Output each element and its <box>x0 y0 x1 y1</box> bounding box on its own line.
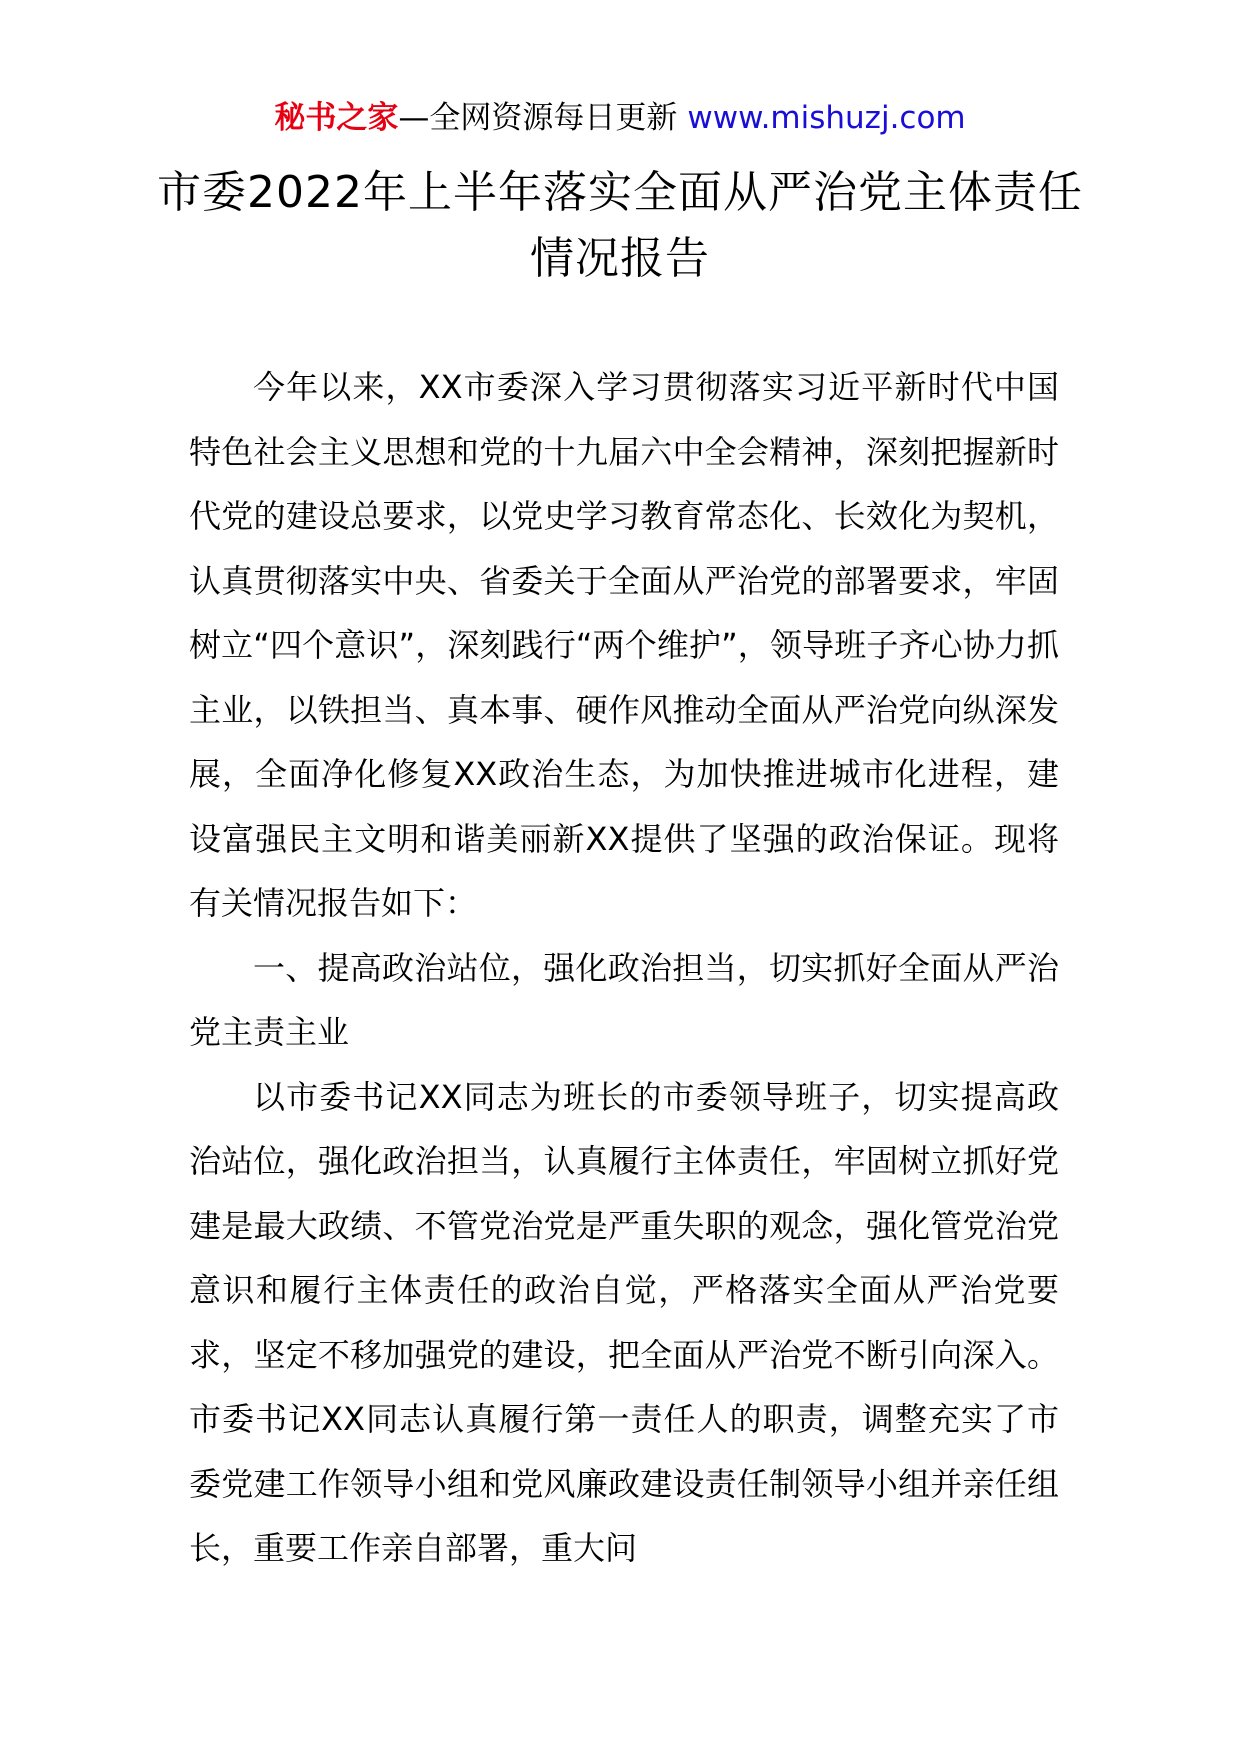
watermark-brand: 秘书之家 <box>274 100 399 136</box>
paragraph-section-1: 以市委书记XX同志为班长的市委领导班子，切实提高政治站位，强化政治担当，认真履行主体责任，牢固树立抓好党建是最大政绩、不管党治党是严重失职的观念，强化管党治党意识和履行主体责任的政治自觉，严格落实全面从严治党要求，坚定不移加强党的建设，把全面从严治党不断引向深入。市委书记XX同志认真履行第一责任人的职责，调整充实了市委党建工作领导小组和党风廉政建设责任制领导小组并亲任组长，重要工作亲自部署，重大问 <box>189 1077 1059 1567</box>
document-body <box>189 355 1059 1581</box>
watermark-header <box>0 98 1240 138</box>
section-heading-1: 一、提高政治站位，强化政治担当，切实抓好全面从严治党主责主业 <box>189 948 1059 1051</box>
watermark-url[interactable]: www.mishuzj.com <box>687 100 966 136</box>
watermark-slogan: —全网资源每日更新 <box>398 100 678 136</box>
document-title: 市委2022年上半年落实全面从严治党主体责任情况报告 <box>157 167 1083 284</box>
paragraph-intro: 今年以来，XX市委深入学习贯彻落实习近平新时代中国特色社会主义思想和党的十九届六中全会精神，深刻把握新时代党的建设总要求，以党史学习教育常态化、长效化为契机，认真贯彻落实中央、省委关于全面从严治党的部署要求，牢固树立“四个意识”，深刻践行“两个维护”，领导班子齐心协力抓主业，以铁担当、真本事、硬作风推动全面从严治党向纵深发展，全面净化修复XX政治生态，为加快推进城市化进程，建设富强民主文明和谐美丽新XX提供了坚强的政治保证。现将有关情况报告如下： <box>189 368 1059 922</box>
